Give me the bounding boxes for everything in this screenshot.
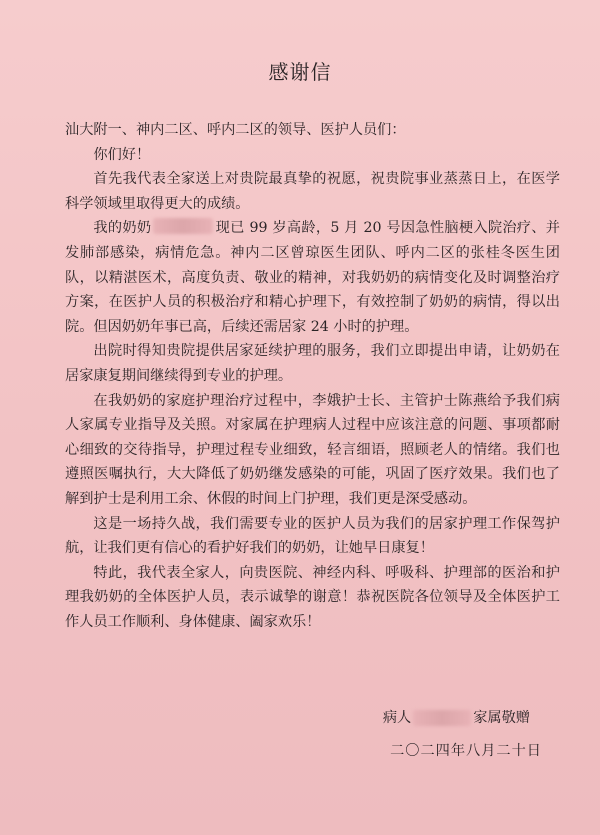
signature-suffix: 家属敬赠	[473, 710, 530, 726]
paragraph-2-rest: 现已 99 岁高龄，5 月 20 号因急性脑梗入院治疗、并发肺部感染，病情危急。神内二区曾琼医生团队、呼内二区的张桂冬医生团队，以精湛医术，高度负责、敬业的精神，对我奶奶的病情变化及时调整治疗方案，在医护人员的积极治疗和精心护理下，有效控制了奶奶的病情，得以出院。但因奶奶年事已高，后续还需居家 24 小时的护理。	[65, 220, 560, 335]
greeting: 你们好！	[93, 146, 151, 163]
letter-body	[65, 118, 560, 634]
paragraph-5: 这是一场持久战，我们需要专业的医护人员为我们的居家护理工作保驾护航，让我们更有信心的看护好我们的奶奶，让她早日康复！	[65, 515, 560, 557]
paragraph-6: 特此，我代表全家人，向贵医院、神经内科、呼吸科、护理部的医治和护理我奶奶的全体医护人员，表示诚挚的谢意！恭祝医院各位领导及全体医护工作人员工作顺利、身体健康、阖家欢乐！	[65, 564, 560, 630]
signature-prefix: 病人	[382, 710, 412, 726]
paragraph-3: 出院时得知贵院提供居家延续护理的服务，我们立即提出申请，让奶奶在居家康复期间继续得到专业的护理。	[65, 343, 560, 384]
signature	[383, 706, 530, 730]
paragraph-2	[65, 216, 560, 339]
paragraph-4: 在我奶奶的家庭护理治疗过程中，李娥护士长、主管护士陈燕给予我们病人家属专业指导及关照。对家属在护理病人过程中应该注意的问题、事项都耐心细致的交待指导，护理过程专业细致，轻言细语，照顾老人的情绪。我们也遵照医嘱执行，大大降低了奶奶继发感染的可能，巩固了医疗效果。我们也了解到护士是利用工余、休假的时间上门护理，我们更是深受感动。	[65, 392, 560, 507]
salutation: 汕大附一、神内二区、呼内二区的领导、医护人员们：	[65, 122, 406, 138]
letter-title: 感谢信	[268, 60, 332, 84]
letter-date: 二〇二四年八月二十日	[390, 743, 542, 759]
redacted-name	[153, 218, 213, 234]
paragraph-1: 首先我代表全家送上对贵院最真挚的祝愿，祝贵院事业蒸蒸日上，在医学科学领域里取得更大的成绩。	[65, 171, 560, 212]
paragraph-2-start: 我的奶奶	[93, 220, 152, 237]
redacted-signer	[413, 710, 471, 726]
signature-line	[383, 706, 530, 730]
